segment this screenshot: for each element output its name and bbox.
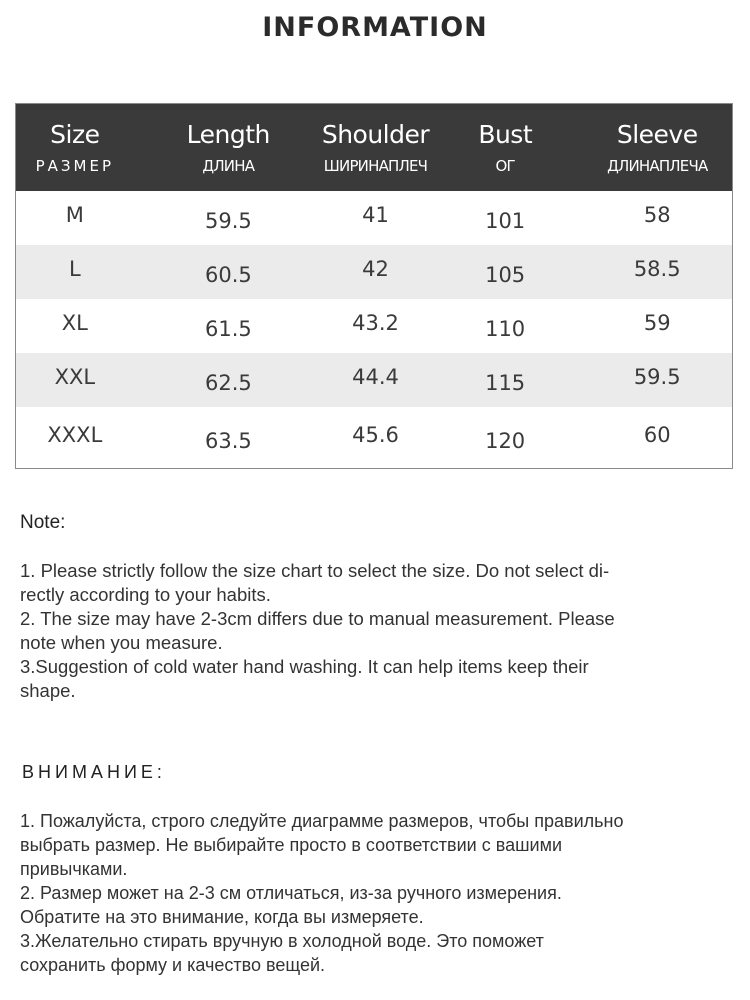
note-line: 1. Please strictly follow the size chart to select the size. Do not select di- [20,560,610,581]
header-size-ru: РАЗМЕР [35,156,114,175]
header-size-en: Size [50,119,100,149]
note-ru-line: 3.Желательно стирать вручную в холодной воде. Это поможет [20,931,544,951]
cell-sleeve: 60 [643,422,671,447]
header-length-en: Length [186,119,270,149]
note-ru-line: 1. Пожалуйста, строго следуйте диаграмме размеров, чтобы правильно [20,811,624,831]
note-heading: Note: [20,512,66,533]
cell-shoulder: 41 [362,203,389,227]
size-chart-table [15,103,733,469]
note-line: shape. [20,680,76,701]
cell-bust: 105 [485,263,526,287]
cell-length: 59.5 [205,209,252,233]
header-sleeve [582,104,732,191]
cell-bust: 120 [485,428,526,453]
header-shoulder-en: Shoulder [321,119,430,149]
header-length-ru: ДЛИНА [202,156,255,175]
cell-shoulder: 43.2 [352,311,399,335]
table-row [16,245,732,299]
note-ru-line: выбрать размер. Не выбирайте просто в соответствии с вашими [20,835,563,855]
header-bust [428,104,583,191]
note-line: 2. The size may have 2-3cm differs due to manual measurement. Please [20,608,615,629]
note-line: rectly according to your habits. [20,584,271,605]
note-ru-line: 2. Размер может на 2-3 см отличаться, из-за ручного измерения. [20,883,562,903]
cell-bust: 110 [485,317,526,341]
table-row [16,299,732,353]
header-bust-en: Bust [478,119,533,149]
cell-sleeve: 58 [643,203,671,227]
header-sleeve-ru: ДЛИНАПЛЕЧА [607,156,708,175]
cell-bust: 115 [485,371,526,395]
cell-bust: 101 [485,209,526,233]
note-ru-line: Обратите на это внимание, когда вы измеряете. [20,907,424,927]
header-length [134,104,323,191]
table-row [16,353,732,407]
note-ru-heading: ВНИМАНИЕ: [22,762,166,782]
cell-sleeve: 59.5 [633,365,681,389]
note-ru-text [20,809,730,977]
cell-length: 61.5 [205,317,252,341]
cell-size: M [65,203,84,227]
cell-length: 60.5 [205,263,252,287]
cell-sleeve: 59 [643,311,671,335]
cell-size: XXL [54,365,96,389]
note-text [20,559,720,703]
cell-shoulder: 42 [362,257,389,281]
table-body [16,191,732,468]
cell-shoulder: 44.4 [352,365,399,389]
note-line: 3.Suggestion of cold water hand washing. It can help items keep their [20,656,589,677]
cell-length: 63.5 [205,428,252,453]
table-header-row [16,104,732,191]
header-bust-ru: ОГ [495,156,515,175]
header-shoulder [323,104,428,191]
cell-sleeve: 58.5 [633,257,681,281]
header-shoulder-ru: ШИРИНАПЛЕЧ [323,156,428,175]
cell-size: XL [61,311,88,335]
table-row [16,407,732,468]
header-size [16,104,134,191]
table-row [16,191,732,245]
note-ru-line: сохранить форму и качество вещей. [20,955,326,975]
cell-size: L [68,257,81,281]
header-sleeve-en: Sleeve [616,119,698,149]
page-title: INFORMATION [262,12,488,43]
cell-length: 62.5 [205,371,252,395]
cell-size: XXXL [47,422,103,447]
note-line: note when you measure. [20,632,223,653]
note-ru-line: привычками. [20,859,128,879]
cell-shoulder: 45.6 [352,422,399,447]
